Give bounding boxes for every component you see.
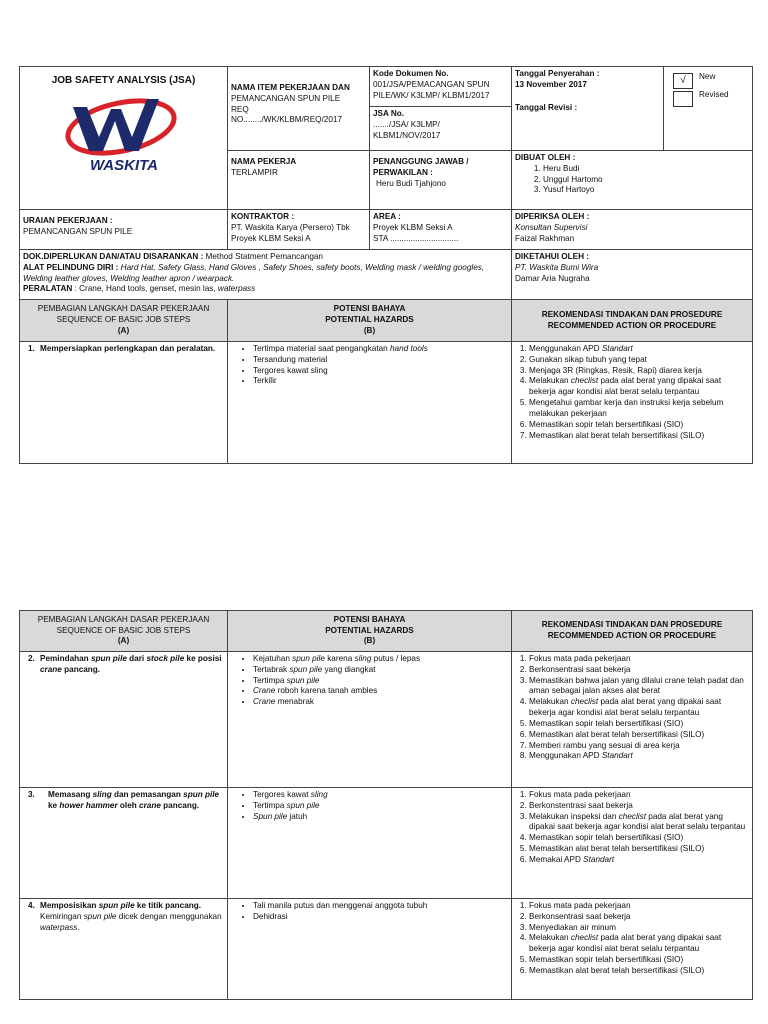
waskita-logo <box>59 89 189 173</box>
area-label: AREA : <box>373 212 401 221</box>
diperiksa-1: Konsultan Supervisi <box>515 222 588 232</box>
step3-text: Memasang sling dan pemasangan spun pile ke hower hammer oleh crane pancang. <box>48 790 220 810</box>
diperiksa-label: DIPERIKSA OLEH : <box>515 212 590 221</box>
step2-hazards-cell <box>228 652 512 788</box>
revised-label: Revised <box>699 89 729 99</box>
col-b-header-3: (B) <box>363 325 376 335</box>
col-a-header-1: PEMBAGIAN LANGKAH DASAR PEKERJAAN <box>37 304 210 314</box>
pj-value: Heru Budi Tjahjono <box>376 178 446 188</box>
action-item: 6. Memastikan alat berat telah bersertifikasi (SILO) <box>529 730 749 741</box>
hazard-item: • Dehidrasi <box>253 912 508 923</box>
step1-actions-cell <box>512 342 753 464</box>
col-a-header-3: (A) <box>117 636 130 646</box>
col-b-header-2: POTENTIAL HAZARDS <box>325 625 414 635</box>
pekerja-cell <box>228 151 370 210</box>
col-c-header-1: REKOMENDASI TINDAKAN DAN PROSEDURE <box>541 620 723 630</box>
col-b-header-1: POTENSI BAHAYA <box>333 614 406 624</box>
action-item: 2. Berkonsentrasi saat bekerja <box>529 912 749 923</box>
step2-cell <box>20 652 228 788</box>
step4-actions-cell <box>512 899 753 1000</box>
action-item: 1. Menggunakan APD Standart <box>529 344 749 355</box>
area-2: STA .............................. <box>373 233 459 243</box>
peralatan-label: PERALATAN <box>23 284 73 294</box>
action-item: 7. Memastikan alat berat telah bersertifikasi (SILO) <box>529 431 749 442</box>
step2-text: Pemindahan spun pile dari stock pile ke posisi crane pancang. <box>40 654 222 674</box>
tanggal-label: Tanggal Penyerahan : <box>515 69 600 78</box>
kontraktor-2: Proyek KLBM Seksi A <box>231 233 311 243</box>
col-b-header-3: (B) <box>363 636 376 646</box>
new-checkbox[interactable]: √ <box>673 73 693 89</box>
action-item: 1. Fokus mata pada pekerjaan <box>529 790 749 801</box>
kode-label: Kode Dokumen No. <box>373 69 449 78</box>
dibuat-item: 2. Unggul Hartomo <box>543 175 749 186</box>
item-value-3: NO......../WK/KLBM/REQ/2017 <box>231 115 343 125</box>
action-item: 8. Menggunakan APD Standart <box>529 751 749 762</box>
tanggal-value: 13 November 2017 <box>515 79 587 89</box>
step1-text: Mempersiapkan perlengkapan dan peralatan. <box>40 344 216 353</box>
diketahui-1: PT. Waskita Bumi Wira <box>515 262 599 272</box>
new-label: New <box>699 71 716 81</box>
kode-cell <box>370 67 512 151</box>
col-c-header-1: REKOMENDASI TINDAKAN DAN PROSEDURE <box>541 309 723 319</box>
hazard-item: • Tergores kawat sling <box>253 790 508 801</box>
col-c-header-2: RECOMMENDED ACTION OR PROCEDURE <box>547 631 717 640</box>
pj-cell <box>370 151 512 210</box>
kode-value: 001/JSA/PEMACANGAN SPUN PILE/WK/ K3LMP/ KLBM1/2017 <box>373 79 490 100</box>
diketahui-label: DIKETAHUI OLEH : <box>515 252 589 261</box>
diketahui-cell <box>512 250 753 300</box>
title-logo-cell <box>20 67 228 210</box>
apd-value: Hard Hat, Safety Glass, Hand Gloves , Safety Shoes, safety boots, Welding mask / welding googles, Welding leather gloves, Welding leather apron / wearpack. <box>23 262 485 283</box>
action-item: 4. Melakukan checlist pada alat berat yang dipakai saat bekerja agar kondisi alat berat selalu terpantau <box>529 933 749 955</box>
col-c-header <box>512 611 753 652</box>
step1-cell <box>20 342 228 464</box>
hazard-item: • Tersandung material <box>253 355 508 366</box>
step3-hazards <box>231 790 508 822</box>
area-cell <box>370 210 512 250</box>
hazard-item: • Spun pile jatuh <box>253 812 508 823</box>
col-a-header-3: (A) <box>117 325 130 335</box>
hazard-item: • Terkilir <box>253 376 508 387</box>
uraian-cell <box>20 210 228 250</box>
diperiksa-cell <box>512 210 753 250</box>
col-a-header <box>20 611 228 652</box>
step4-actions <box>515 901 749 977</box>
step1-actions <box>515 344 749 441</box>
jsa-value: ......./JSA/ K3LMP/ KLBM1/NOV/2017 <box>373 119 441 140</box>
revisi-label: Tanggal Revisi : <box>515 102 578 112</box>
diperiksa-2: Faizal Rakhman <box>515 233 575 243</box>
dok-label: DOK.DIPERLUKAN DAN/ATAU DISARANKAN : <box>23 252 204 261</box>
kontraktor-cell <box>228 210 370 250</box>
dibuat-item: 1. Heru Budi <box>543 164 749 175</box>
step1-hazards-cell <box>228 342 512 464</box>
hazard-item: • Tergores kawat sling <box>253 366 508 377</box>
step4-text: Memposisikan spun pile ke titik pancang. Kemiringan spun pile dicek dengan menggunakan waterpass. <box>40 901 222 932</box>
action-item: 3. Melakukan inspeksi dan checlist pada alat berat yang dipakai saat bekerja agar kondisi alat berat selalu terpantau <box>529 812 749 834</box>
apd-label: ALAT PELINDUNG DIRI : <box>23 262 119 272</box>
action-item: 2. Berkonstentrasi saat bekerja <box>529 801 749 812</box>
hazard-item: • Kejatuhan spun pile karena sling putus / lepas <box>253 654 508 665</box>
pekerja-value: TERLAMPIR <box>231 167 278 177</box>
item-value-1: PEMANCANGAN SPUN PILE <box>231 93 341 103</box>
col-b-header <box>228 611 512 652</box>
step3-num: 3. <box>28 790 35 799</box>
col-a-header-1: PEMBAGIAN LANGKAH DASAR PEKERJAAN <box>37 614 210 624</box>
step3-hazards-cell <box>228 788 512 899</box>
step2-num: 2. <box>28 654 35 663</box>
pj-label-2: PERWAKILAN : <box>373 167 433 177</box>
hazard-item: • Tali manila putus dan menggenai anggota tubuh <box>253 901 508 912</box>
hazard-item: • Tertimpa spun pile <box>253 801 508 812</box>
col-b-header-1: POTENSI BAHAYA <box>333 304 406 314</box>
action-item: 2. Berkonsentrasi saat bekerja <box>529 665 749 676</box>
dibuat-label: DIBUAT OLEH : <box>515 153 576 162</box>
item-value-2: REQ <box>231 104 249 114</box>
pekerja-label: NAMA PEKERJA <box>231 157 297 166</box>
step2-hazards <box>231 654 508 708</box>
dok-cell <box>20 250 512 300</box>
step1-hazards <box>231 344 508 387</box>
action-item: 3. Menjaga 3R (Ringkas, Resik, Rapi) diarea kerja <box>529 366 749 377</box>
pj-label-1: PENANGGUNG JAWAB / <box>373 157 469 166</box>
item-label: NAMA ITEM PEKERJAAN DAN <box>231 83 350 92</box>
action-item: 4. Melakukan checlist pada alat berat yang dipakai saat bekerja agar kondisi alat berat selalu terpantau <box>529 376 749 398</box>
action-item: 5. Memastikan sopir telah bersertifikasi (SIO) <box>529 719 749 730</box>
action-item: 3. Memastikan bahwa jalan yang dilalui crane telah padat dan aman sebagai jalan akses alat berat <box>529 676 749 698</box>
document-title: JOB SAFETY ANALYSIS (JSA) <box>51 75 196 86</box>
hazard-item: • Tertimpa spun pile <box>253 676 508 687</box>
dibuat-cell <box>512 151 753 210</box>
step3-actions-cell <box>512 788 753 899</box>
action-item: 1. Fokus mata pada pekerjaan <box>529 901 749 912</box>
logo-text: WASKITA <box>89 157 158 174</box>
peralatan-italic: waterpass <box>217 284 256 294</box>
diketahui-2: Damar Aria Nugraha <box>515 273 590 283</box>
col-a-header-2: SEQUENCE OF BASIC JOB STEPS <box>56 625 191 635</box>
step4-cell <box>20 899 228 1000</box>
kontraktor-label: KONTRAKTOR : <box>231 212 295 221</box>
col-a-header <box>20 300 228 342</box>
jsa-steps-table <box>19 610 753 1000</box>
step4-num: 4. <box>28 901 35 910</box>
step4-hazards-cell <box>228 899 512 1000</box>
jsa-label: JSA No. <box>373 109 405 118</box>
action-item: 1. Fokus mata pada pekerjaan <box>529 654 749 665</box>
uraian-label: URAIAN PEKERJAAN : <box>23 216 113 225</box>
step2-actions <box>515 654 749 762</box>
peralatan-value: : Crane, Hand tools, genset, mesin las, <box>72 284 218 294</box>
action-item: 4. Melakukan checlist pada alat berat yang dipakai saat bekerja agar kondisi alat berat selalu terpantau <box>529 697 749 719</box>
action-item: 6. Memastikan sopir telah bersertifikasi (SIO) <box>529 420 749 431</box>
col-a-header-2: SEQUENCE OF BASIC JOB STEPS <box>56 315 191 325</box>
area-1: Proyek KLBM Seksi A <box>373 222 453 232</box>
col-c-header-2: RECOMMENDED ACTION OR PROCEDURE <box>547 320 717 330</box>
col-c-header <box>512 300 753 342</box>
tanggal-cell <box>512 67 664 151</box>
action-item: 7. Memberi rambu yang sesuai di area kerja <box>529 741 749 752</box>
action-item: 4. Memastikan sopir telah bersertifikasi (SIO) <box>529 833 749 844</box>
col-b-header-2: POTENTIAL HAZARDS <box>325 315 414 325</box>
jsa-header-table <box>19 66 753 464</box>
action-item: 6. Memakai APD Standart <box>529 855 749 866</box>
action-item: 5. Memastikan sopir telah bersertifikasi (SIO) <box>529 955 749 966</box>
col-b-header <box>228 300 512 342</box>
action-item: 5. Memastikan alat berat telah bersertifikasi (SILO) <box>529 844 749 855</box>
hazard-item: • Crane roboh karena tanah ambles <box>253 686 508 697</box>
item-cell <box>228 67 370 151</box>
kontraktor-1: PT. Waskita Karya (Persero) Tbk <box>231 222 350 232</box>
step3-cell <box>20 788 228 899</box>
step2-actions-cell <box>512 652 753 788</box>
action-item: 5. Mengetahui gambar kerja dan instruksi kerja sebelum melakukan pekerjaan <box>529 398 749 420</box>
dok-value: Method Statment Pemancangan <box>203 252 323 261</box>
step3-actions <box>515 790 749 866</box>
step4-hazards <box>231 901 508 923</box>
hazard-item: • Tertabrak spun pile yang diangkat <box>253 665 508 676</box>
revision-check-cell <box>664 67 753 151</box>
action-item: 6. Memastikan alat berat telah bersertifikasi (SILO) <box>529 966 749 977</box>
dibuat-list <box>515 164 749 196</box>
step1-num: 1. <box>28 344 35 353</box>
revised-checkbox[interactable] <box>673 91 693 107</box>
hazard-item: • Tertimpa material saat pengangkatan hand tools <box>253 344 508 355</box>
hazard-item: • Crane menabrak <box>253 697 508 708</box>
uraian-value: PEMANCANGAN SPUN PILE <box>23 226 133 236</box>
dibuat-item: 3. Yusuf Hartoyo <box>543 185 749 196</box>
action-item: 3. Menyediakan air minum <box>529 923 749 934</box>
action-item: 2. Gunakan sikap tubuh yang tepat <box>529 355 749 366</box>
